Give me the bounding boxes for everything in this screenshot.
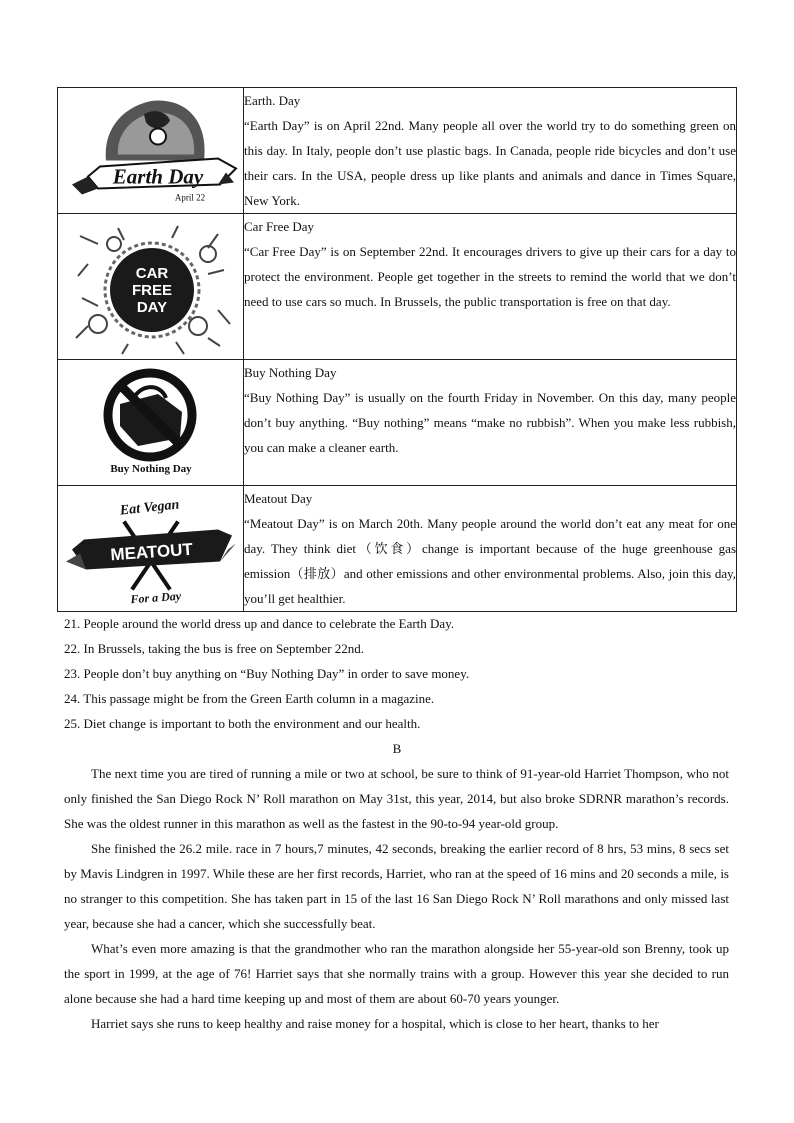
earth-day-logo-date: April 22 — [174, 192, 206, 203]
buy-nothing-day-logo — [58, 360, 244, 486]
meatout-day-logo — [58, 486, 244, 612]
earth-day-logo-text: Earth Day — [112, 164, 204, 189]
day-description: “Buy Nothing Day” is usually on the fourth Friday in November. On this day, many people don’t buy anything. “Buy nothing” means “make no rubbish”. When you make less rubbish, you can make a cleaner earth. — [244, 390, 736, 455]
passage-paragraph: She finished the 26.2 mile. race in 7 hours,7 minutes, 42 seconds, breaking the earlier record of 8 hrs, 53 mins, 8 secs set by Mavis Lindgren in 1997. While these are her first records, Harriet, who ran at the speed of 16 mins and 20 seconds a mile, is no stranger to this competition. She has taken part in 15 of the last 16 San Diego Rock N’ Roll marathons and only missed last year, because she had a cancer, which she successfully beat. — [64, 841, 729, 931]
car-free-logo-line3: DAY — [136, 299, 168, 316]
day-title: Car Free Day — [244, 219, 315, 234]
day-title: Earth. Day — [244, 93, 301, 108]
day-title: Meatout Day — [244, 491, 313, 506]
question-24: 24. This passage might be from the Green Earth column in a magazine. — [64, 691, 435, 706]
question-22: 22. In Brussels, taking the bus is free on September 22nd. — [64, 641, 365, 656]
table-row — [58, 360, 737, 486]
day-description: “Earth Day” is on April 22nd. Many people all over the world try to do something green on this day. In Italy, people don’t use plastic bags. In Canada, people ride bicycles and don’t use their cars. In the USA, people dress up like plants and animals and dance in Times Square, New York. — [244, 118, 736, 208]
day-title: Buy Nothing Day — [244, 365, 337, 380]
section-label: B — [392, 741, 402, 756]
table-row — [58, 486, 737, 612]
buy-nothing-logo-text: Buy Nothing Day — [110, 463, 192, 475]
question-25: 25. Diet change is important to both the environment and our health. — [64, 716, 421, 731]
question-21: 21. People around the world dress up and dance to celebrate the Earth Day. — [64, 616, 455, 631]
meatout-logo-top: Eat Vegan — [119, 497, 181, 519]
car-free-day-logo-image — [58, 214, 243, 359]
earth-day-logo — [58, 88, 244, 214]
question-23: 23. People don’t buy anything on “Buy Nothing Day” in order to save money. — [64, 666, 470, 681]
car-free-day-logo — [58, 214, 244, 360]
passage-paragraph: The next time you are tired of running a mile or two at school, be sure to think of 91-year-old Harriet Thompson, who not only finished the San Diego Rock N’ Roll marathon on May 31st, this year, 2014, but also broke SDRNR marathon’s records. She was the oldest runner in this marathon as well as the fastest in the 90-to-94 year-old group. — [64, 766, 729, 831]
day-description: “Car Free Day” is on September 22nd. It encourages drivers to give up their cars for a day to protect the environment. People get together in the streets to remind the world that we don’t need to use cars so much. In Brussels, the public transportation is free on that day. — [244, 244, 736, 309]
table-row — [58, 214, 737, 360]
day-description: “Meatout Day” is on March 20th. Many people around the world don’t eat any meat for one day. They think diet（饮食）change is important because of the huge greenhouse gas emission（排放）and other emissions and other environmental problems. Also, join this day, you’ll get healthier. — [244, 516, 736, 606]
meatout-day-logo-image — [58, 486, 243, 611]
reading-passage — [64, 761, 729, 1036]
passage-paragraph: Harriet says she runs to keep healthy and raise money for a hospital, which is close to her heart, thanks to her — [91, 1016, 659, 1031]
earth-day-logo-image — [58, 88, 243, 213]
buy-nothing-day-logo-image — [58, 360, 243, 485]
table-row — [58, 88, 737, 214]
meatout-logo-mid: MEATOUT — [109, 539, 194, 565]
car-free-logo-line1: CAR — [135, 265, 169, 282]
green-days-table — [57, 87, 737, 612]
car-free-logo-line2: FREE — [131, 282, 173, 299]
passage-paragraph: What’s even more amazing is that the grandmother who ran the marathon alongside her 55-year-old son Brenny, took up the sport in 1999, at the age of 76! Harriet says that she normally trains with a group. However this year she decided to run alone because she had a hard time keeping up and most of them are about 60-70 years younger. — [64, 941, 729, 1006]
meatout-logo-bottom: For a Day — [129, 588, 182, 607]
